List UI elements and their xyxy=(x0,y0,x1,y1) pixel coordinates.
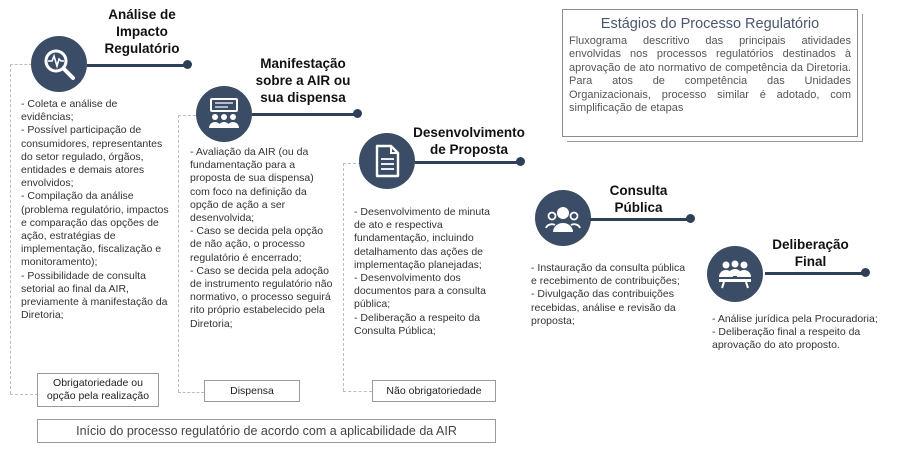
tag-dispensa: Dispensa xyxy=(204,380,300,402)
list-item: - Análise jurídica pela Procuradoria; xyxy=(712,313,878,325)
stage-items-desenvolvimento xyxy=(354,206,504,338)
list-item: - Deliberação a respeito da Consulta Pública; xyxy=(354,311,481,337)
tag-obrigatoriedade: Obrigatoriedade ou opção pela realização xyxy=(37,373,159,407)
connector-line xyxy=(178,392,204,393)
document-icon xyxy=(359,133,415,189)
stage-items-manifestacao xyxy=(190,146,335,331)
stage-rule xyxy=(765,272,865,275)
connector-line xyxy=(10,64,32,65)
presentation-group-icon xyxy=(196,86,252,142)
list-item: - Avaliação da AIR (ou da fundamentação para a proposta de sua dispensa) com foco na definição da opção de ação a ser desenvolvida; xyxy=(190,146,314,225)
list-item: - Caso se decida pela opção de não ação, o processo regulatório é encerrado; xyxy=(190,225,324,264)
list-item: - Instauração da consulta pública e recebimento de contribuições; xyxy=(531,262,686,288)
connector-line xyxy=(10,64,11,394)
stage-dot xyxy=(686,214,695,223)
tag-nao-obrigatoriedade: Não obrigatoriedade xyxy=(372,380,496,402)
stage-title-deliberacao: Deliberação Final xyxy=(772,237,849,269)
stage-items-air xyxy=(21,98,171,322)
stage-title-manifestacao: Manifestação sobre a AIR ou sua dispensa xyxy=(255,56,351,105)
footer-note: Início do processo regulatório de acordo com a aplicabilidade da AIR xyxy=(37,419,496,443)
info-description: Fluxograma descritivo das principais atividades envolvidas nos processos regulatórios destinados à aprovação de ato normativo de competência da Diretoria. Para atos de competência das Unidades Organizacionais, processo similar é adotado, com simplificação de etapas xyxy=(569,35,851,115)
list-item: - Desenvolvimento de minuta de ato e respectiva fundamentação, incluindo detalhamento das ações de implementação planejadas; xyxy=(354,206,490,271)
stage-dot xyxy=(353,109,362,118)
stage-items-consulta xyxy=(531,262,691,328)
stage-items-deliberacao xyxy=(712,313,892,353)
connector-line xyxy=(178,115,196,116)
stage-dot xyxy=(861,268,870,277)
stage-dot xyxy=(183,60,192,69)
stage-rule xyxy=(590,218,690,221)
stage-rule xyxy=(252,113,357,116)
connector-line xyxy=(343,391,372,392)
connector-line xyxy=(10,394,38,395)
people-consultation-icon xyxy=(535,190,591,246)
list-item: - Desenvolvimento dos documentos para a consulta pública; xyxy=(354,272,486,311)
info-box xyxy=(562,9,858,137)
magnifier-pulse-icon xyxy=(31,36,87,92)
connector-line xyxy=(343,163,344,391)
meeting-table-icon xyxy=(707,246,763,302)
list-item: - Possibilidade de consulta setorial ao final da AIR, previamente à manifestação da Diretoria; xyxy=(21,269,168,322)
info-title: Estágios do Processo Regulatório xyxy=(600,16,820,32)
list-item: - Divulgação das contribuições recebidas, análise e revisão da proposta; xyxy=(531,288,676,327)
list-item: - Caso se decida pela adoção de instrumento regulatório não normativo, o processo seguirá rito próprio estabelecido pela Diretoria; xyxy=(190,264,333,330)
list-item: - Possível participação de consumidores, representantes do setor regulado, órgãos, entidades e demais atores envolvidos; xyxy=(21,124,163,190)
list-item: - Compilação da análise (problema regulatório, impactos e comparação das opções de ação, estratégias de implementação, fiscalização e monitoramento); xyxy=(21,190,169,269)
stage-title-air: Análise de Impacto Regulatório xyxy=(104,7,180,56)
stage-dot xyxy=(516,157,525,166)
stage-rule xyxy=(415,161,520,164)
connector-line xyxy=(178,115,179,392)
stage-title-consulta: Consulta Pública xyxy=(609,183,668,215)
stage-rule xyxy=(87,64,187,67)
stage-title-desenvolvimento: Desenvolvimento de Proposta xyxy=(413,125,525,157)
list-item: - Deliberação final a respeito da aprovação do ato proposto. xyxy=(712,326,861,352)
list-item: - Coleta e análise de evidências; xyxy=(21,98,118,124)
